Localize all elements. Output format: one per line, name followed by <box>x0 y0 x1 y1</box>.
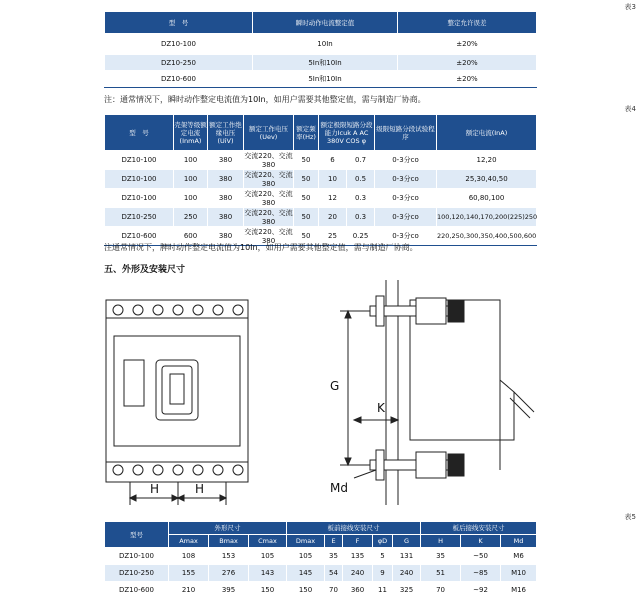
table-cell: 380 <box>208 189 244 208</box>
table-cell: 380 <box>208 208 244 227</box>
table3-header: 型 号 <box>105 12 253 34</box>
table-cell: M10 <box>501 565 537 582</box>
table4-header: 型 号 <box>105 115 174 151</box>
table-cell: 50 <box>294 208 319 227</box>
table5-label: 表5 <box>624 513 636 521</box>
table-cell: 210 <box>169 582 209 599</box>
table-cell: 155 <box>169 565 209 582</box>
table5-subheader: φD <box>373 535 393 548</box>
table-cell: DZ10-600 <box>105 227 174 246</box>
table-cell: 100 <box>174 189 208 208</box>
table-cell: 0.25 <box>347 227 375 246</box>
table4-header: 额定频率(Hz) <box>294 115 319 151</box>
table-cell: DZ10-100 <box>105 34 253 55</box>
table-cell: DZ10-100 <box>105 151 174 170</box>
table-cell: 50 <box>294 227 319 246</box>
table-cell: 380 <box>208 227 244 246</box>
handle-side-2 <box>510 398 530 418</box>
table-cell: 150 <box>287 582 325 599</box>
note-1: 注：通常情况下，瞬时动作整定电流值为10In，如用户需要其他整定值，需与制造厂协商。 <box>104 95 426 104</box>
table4-header: 额定工作电压(Uev) <box>244 115 294 151</box>
dim-k: K <box>377 401 385 415</box>
table-cell: 54 <box>325 565 343 582</box>
table5-subheader: F <box>343 535 373 548</box>
table-cell: 220,250,300,350,400,500,600 <box>437 227 537 246</box>
table-cell: 交流220、交流380 <box>244 190 293 207</box>
table5-subheader: Cmax <box>249 535 287 548</box>
table-cell: 51 <box>421 565 461 582</box>
table-cell: 交流220、交流380 <box>244 228 293 245</box>
table-row <box>105 548 537 565</box>
table-cell: 135 <box>343 548 373 565</box>
table-cell: 35 <box>421 548 461 565</box>
handle-side <box>514 392 534 412</box>
table-cell: 12,20 <box>437 151 537 170</box>
bottom-terminal-block <box>416 452 446 478</box>
table5-header: 型号 <box>105 522 169 548</box>
top-nut <box>376 296 384 326</box>
table-cell: 131 <box>393 548 421 565</box>
bottom-screws <box>113 465 243 475</box>
table-cell: 145 <box>287 565 325 582</box>
table-cell: ~92 <box>461 582 501 599</box>
table-cell: 395 <box>209 582 249 599</box>
table-row <box>105 582 537 599</box>
table-cell: 0-3分co <box>375 151 437 170</box>
table-cell: 0.7 <box>347 151 375 170</box>
table-cell: 70 <box>421 582 461 599</box>
note-2: 注通常情况下，脾时动作整定电流值为10In，如用户需要其他整定值，需与制造厂协商。 <box>104 243 418 252</box>
table-cell: DZ10-100 <box>105 189 174 208</box>
table-cell: 50 <box>294 151 319 170</box>
table-cell: 10In <box>253 34 398 55</box>
top-terminal-block <box>416 298 446 324</box>
table-cell: 0-3分co <box>375 170 437 189</box>
table-row <box>105 565 537 582</box>
table-cell: 250 <box>174 208 208 227</box>
table-cell: 50 <box>294 170 319 189</box>
table-cell: DZ10-600 <box>105 71 253 88</box>
table-cell: 60,80,100 <box>437 189 537 208</box>
dim-md: Md <box>330 481 348 495</box>
table-cell: 5In和10In <box>253 55 398 71</box>
table5-header: 板前接线安装尺寸 <box>287 522 421 535</box>
table-cell: 交流220、交流380 <box>244 171 293 188</box>
table-cell: 0-3分co <box>375 189 437 208</box>
top-screws <box>113 305 243 315</box>
table-cell: 0.3 <box>347 208 375 227</box>
table5-subheader: Bmax <box>209 535 249 548</box>
table-cell: 5In和10In <box>253 71 398 88</box>
table-cell: 600 <box>174 227 208 246</box>
table-cell: 153 <box>209 548 249 565</box>
table-cell: 6 <box>319 151 347 170</box>
table-cell: 105 <box>287 548 325 565</box>
table5-subheader: Md <box>501 535 537 548</box>
table-cell: 240 <box>343 565 373 582</box>
table-cell: 20 <box>319 208 347 227</box>
table-cell: DZ10-600 <box>105 582 169 599</box>
dim-h-left: H <box>150 482 160 496</box>
table-cell: 100,120,140,170,200(225)250 <box>437 208 537 227</box>
section-title: 五、外形及安装尺寸 <box>104 265 186 275</box>
table-cell: 11 <box>373 582 393 599</box>
table-cell: ±20% <box>398 55 537 71</box>
table-cell: 25 <box>319 227 347 246</box>
table-cell: 143 <box>249 565 287 582</box>
table-cell: ±20% <box>398 34 537 55</box>
table5-subheader: E <box>325 535 343 548</box>
table-cell: 100 <box>174 151 208 170</box>
table-cell: M16 <box>501 582 537 599</box>
table-cell: ±20% <box>398 71 537 88</box>
table-cell: 150 <box>249 582 287 599</box>
table-cell: 0-3分co <box>375 208 437 227</box>
table-cell: 325 <box>393 582 421 599</box>
table-cell: 105 <box>249 548 287 565</box>
table-cell: DZ10-250 <box>105 565 169 582</box>
table-cell: 12 <box>319 189 347 208</box>
table-cell: 100 <box>174 170 208 189</box>
table-cell: 25,30,40,50 <box>437 170 537 189</box>
table4-header: 壳架等级额定电流(InmA) <box>174 115 208 151</box>
table-cell: 10 <box>319 170 347 189</box>
table4-header: 额定极限短路分段能力Icuk A AC 380V COS φ <box>319 115 375 151</box>
table-cell: 276 <box>209 565 249 582</box>
table5-subheader: H <box>421 535 461 548</box>
dim-h-right: H <box>195 482 205 496</box>
table-cell: ~50 <box>461 548 501 565</box>
table-cell: 35 <box>325 548 343 565</box>
table-cell: 70 <box>325 582 343 599</box>
table-cell: DZ10-250 <box>105 208 174 227</box>
handle-knob <box>170 374 184 404</box>
bottom-terminal-cap <box>448 454 464 476</box>
table-cell: 交流220、交流380 <box>244 209 293 226</box>
table5-subheader: Amax <box>169 535 209 548</box>
table5-subheader: G <box>393 535 421 548</box>
table-cell: 交流220、交流380 <box>244 152 293 169</box>
table4-header: 级限短路分段试验程序 <box>375 115 437 151</box>
table4-header: 额定工作绝缘电压(UiV) <box>208 115 244 151</box>
table3-label: 表3 <box>624 3 636 11</box>
table-cell: 0-3分co <box>375 227 437 246</box>
table-cell: 380 <box>208 151 244 170</box>
table5-subheader: K <box>461 535 501 548</box>
table5 <box>104 521 537 599</box>
table4-label: 表4 <box>624 105 636 113</box>
table-cell: 50 <box>294 189 319 208</box>
table-cell: DZ10-100 <box>105 548 169 565</box>
table-cell: M6 <box>501 548 537 565</box>
table-cell: DZ10-250 <box>105 55 253 71</box>
table-cell: ~85 <box>461 565 501 582</box>
table-cell: 108 <box>169 548 209 565</box>
table4-header: 额定电流(InA) <box>437 115 537 151</box>
window-left <box>124 360 144 406</box>
table-cell: DZ10-100 <box>105 170 174 189</box>
table3-header: 整定允许误差 <box>398 12 537 34</box>
dim-g: G <box>330 379 340 393</box>
table-cell: 9 <box>373 565 393 582</box>
table-cell: 5 <box>373 548 393 565</box>
table-cell: 0.3 <box>347 189 375 208</box>
table5-header: 板后接线安装尺寸 <box>421 522 537 535</box>
table3-header: 瞬时动作电流整定值 <box>253 12 398 34</box>
table-cell: 380 <box>208 170 244 189</box>
table-cell: 360 <box>343 582 373 599</box>
top-terminal-cap <box>448 300 464 322</box>
table5-header: 外形尺寸 <box>169 522 287 535</box>
table-cell: 0.5 <box>347 170 375 189</box>
table-cell: 240 <box>393 565 421 582</box>
table5-subheader: Dmax <box>287 535 325 548</box>
bottom-nut <box>376 450 384 480</box>
